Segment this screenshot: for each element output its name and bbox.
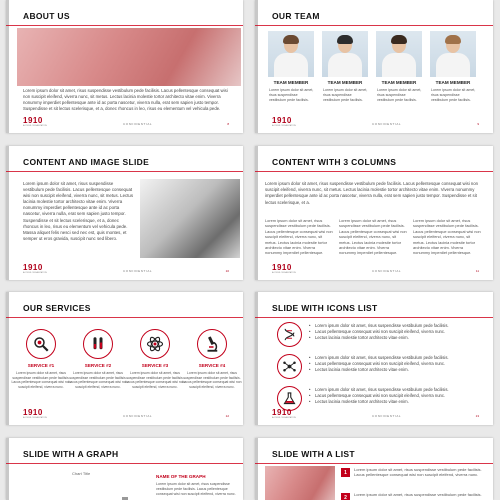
service-item	[182, 329, 242, 389]
slide-graph[interactable]	[6, 438, 243, 500]
chart-title: Chart Title	[72, 471, 91, 476]
slide-footer	[272, 264, 479, 274]
team-member-name: TEAM MEMBER	[435, 80, 471, 85]
list-bullet: • Lacus pellentesque consequat wisi non suscipit eleifend, viverra nunc.	[315, 329, 445, 335]
list-bullet: • Lacus pellentesque consequat wisi non suscipit eleifend, viverra nunc.	[315, 393, 445, 399]
title-rule	[255, 317, 493, 318]
slide-title: CONTENT WITH 3 COLUMNS	[272, 157, 397, 167]
microscope-icon	[197, 329, 227, 359]
page-number: 9	[477, 122, 479, 126]
title-rule	[6, 317, 243, 318]
dna-icon	[277, 322, 302, 347]
slide-icons-list[interactable]	[255, 292, 493, 425]
slide-title: SLIDE WITH A LIST	[272, 449, 355, 459]
list-item-text: Lorem ipsum dolor sit amet, risus suspendisse vestibulum pede facilisis. Lacus pellentesque consequat wisi non suscipit eleifend, viverra nunc.	[354, 467, 482, 478]
list-bullet: • Lorem ipsum dolor sit amet, risus suspendisse vestibulum pede facilisis.	[315, 355, 449, 361]
team-member-name: TEAM MEMBER	[381, 80, 417, 85]
column-text: Lorem ipsum dolor sit amet, risus suspendisse vestibulum pede facilisis. Lacus pellentesque consequat wisi non suscipit eleifend, viverra nunc, sit metus. Lectus lacinia molestie tortor architecto vitae enim. Viverra nonummy imperdiet pellentesque.	[413, 218, 481, 256]
about-body-text: Lorem ipsum dolor sit amet, risus suspendisse vestibulum pede facilisis. Lacus pellentesque consequat wisi non suscipit eleifend, viverra nunc, sit metus. Lectus lacinia molestie tortor architecto vitae enim. Viverra nonummy imperdiet pellentesque ante id ac porta nascetur, viverra nulla, erat sem sapien justo tempor. Suspendisse et sit lectus scelerisque, et a, donec rhoncus in leo, risus eu elementum vel vehicula pede.	[23, 88, 228, 111]
list-bullet: • Lectus lacinia molestie tortor architecto vitae enim.	[315, 399, 409, 405]
title-rule	[6, 171, 243, 172]
company-logo: 1910 ACCESS ORGANIZATION	[23, 116, 47, 127]
service-item	[11, 329, 71, 389]
team-member-photo	[430, 31, 476, 77]
column-text: Lorem ipsum dolor sit amet, risus suspendisse vestibulum pede facilisis. Lacus pellentesque consequat wisi non suscipit eleifend, viverra nunc, sit metus. Lectus lacinia molestie tortor architecto vitae enim. Viverra nonummy imperdiet pellentesque.	[339, 218, 407, 256]
title-rule	[255, 171, 493, 172]
slide-edge	[255, 0, 258, 133]
page-number: 11	[475, 269, 479, 273]
list-bullet: • Lectus lacinia molestie tortor architecto vitae enim.	[315, 367, 409, 373]
intro-text: Lorem ipsum dolor sit amet, risus suspendisse vestibulum pede facilisis. Lacus pellentesque consequat wisi non suscipit eleifend, viverra nunc, sit metus. Lectus lacinia molestie tortor architecto vitae enim. Viverra nonummy imperdiet pellentesque ante id ac porta nascetur, viverra nulla, erat sem sapien justo tempor. Suspendisse et sit lectus scelerisque, et a.	[265, 181, 479, 205]
team-member-desc: Lorem ipsum dolor sit amet, risus suspendisse vestibulum pede facilisis.	[377, 88, 422, 102]
content-body-text: Lorem ipsum dolor sit amet, risus suspendisse vestibulum pede facilisis. Lacus pellentesque consequat wisi non suscipit eleifend, viverra nunc, sit metus. Lectus lacinia molestie tortor architecto vitae enim. Viverra nonummy imperdiet pellentesque ante id ac porta nascetur, viverra nulla, erat sem sapien justo tempor. Suspendisse et sit lectus scelerisque, et a, donec rhoncus in leo, risus eu elementum vel vehicula pede. Massa aliquet felis nesci sed nec est, quis montes, et semper ut eros gravida, suscipit nunc sed libero.	[23, 181, 134, 241]
list-number: 2	[341, 493, 350, 500]
molecule-photo	[17, 28, 241, 86]
page-number: 8	[227, 122, 229, 126]
service-item	[68, 329, 128, 389]
company-logo: 1910 ACCESS ORGANIZATION	[23, 263, 47, 274]
team-member-photo	[376, 31, 422, 77]
page-number: 13	[475, 414, 479, 418]
list-photo	[265, 466, 335, 500]
list-bullet: • Lectus lacinia molestie tortor architecto vitae enim.	[315, 335, 409, 341]
team-member-desc: Lorem ipsum dolor sit amet, risus suspendisse vestibulum pede facilisis.	[431, 88, 476, 102]
confidential-label: CONFIDENTIAL	[123, 414, 153, 418]
slide-title: CONTENT AND IMAGE SLIDE	[23, 157, 150, 167]
company-logo: 1910 ACCESS ORGANIZATION	[23, 408, 47, 419]
slide-our-services[interactable]	[6, 292, 243, 425]
slide-edge	[6, 0, 9, 133]
slide-footer	[23, 264, 229, 274]
graph-desc: Lorem ipsum dolor sit amet, risus suspendisse vestibulum pede facilisis. Lacus pellentesque consequat wisi non suscipit eleifend, viverra nunc.	[156, 482, 236, 496]
company-logo: 1910 ACCESS ORGANIZATION	[272, 263, 296, 274]
service-label: SERVICE #2	[84, 363, 112, 368]
title-rule	[255, 25, 493, 26]
slide-title: ABOUT US	[23, 11, 70, 21]
slide-footer	[272, 117, 479, 127]
service-label: SERVICE #4	[198, 363, 226, 368]
slide-list[interactable]	[255, 438, 493, 500]
molecule-icon	[277, 354, 302, 379]
confidential-label: CONFIDENTIAL	[372, 414, 402, 418]
lab-photo	[140, 179, 240, 258]
list-bullet: • Lorem ipsum dolor sit amet, risus suspendisse vestibulum pede facilisis.	[315, 323, 449, 329]
service-desc: Lorem ipsum dolor sit amet, risus suspendisse vestibulum pede facilisis. Lacus pellentesque consequat wisi non suscipit eleifend, viverra nunc.	[182, 371, 242, 389]
graph-name: NAME OF THE GRAPH	[156, 474, 206, 479]
chart-area	[26, 478, 136, 500]
service-desc: Lorem ipsum dolor sit amet, risus suspendisse vestibulum pede facilisis. Lacus pellentesque consequat wisi non suscipit eleifend, viverra nunc.	[11, 371, 71, 389]
title-rule	[255, 463, 493, 464]
slide-edge	[6, 438, 9, 500]
title-rule	[6, 463, 243, 464]
confidential-label: CONFIDENTIAL	[123, 269, 153, 273]
team-member-name: TEAM MEMBER	[273, 80, 309, 85]
page-number: 12	[225, 414, 229, 418]
slide-content-image[interactable]	[6, 146, 243, 280]
service-label: SERVICE #3	[141, 363, 169, 368]
company-logo: 1910 ACCESS ORGANIZATION	[272, 116, 296, 127]
service-desc: Lorem ipsum dolor sit amet, risus suspendisse vestibulum pede facilisis. Lacus pellentesque consequat wisi non suscipit eleifend, viverra nunc.	[125, 371, 185, 389]
team-member-name: TEAM MEMBER	[327, 80, 363, 85]
column-text: Lorem ipsum dolor sit amet, risus suspendisse vestibulum pede facilisis. Lacus pellentesque consequat wisi non suscipit eleifend, viverra nunc, sit metus. Lectus lacinia molestie tortor architecto vitae enim. Viverra nonummy imperdiet pellentesque.	[265, 218, 333, 256]
slide-edge	[255, 438, 258, 500]
slide-footer	[23, 409, 229, 419]
slide-edge	[6, 146, 9, 280]
atom-icon	[140, 329, 170, 359]
slide-edge	[255, 292, 258, 425]
slide-title: OUR TEAM	[272, 11, 320, 21]
confidential-label: CONFIDENTIAL	[372, 122, 402, 126]
service-item	[125, 329, 185, 389]
service-desc: Lorem ipsum dolor sit amet, risus suspendisse vestibulum pede facilisis. Lacus pellentesque consequat wisi non suscipit eleifend, viverra nunc.	[68, 371, 128, 389]
slide-footer	[272, 409, 479, 419]
slide-our-team[interactable]	[255, 0, 493, 133]
confidential-label: CONFIDENTIAL	[123, 122, 153, 126]
slide-edge	[6, 292, 9, 425]
slide-title: SLIDE WITH A GRAPH	[23, 449, 119, 459]
team-member-photo	[268, 31, 314, 77]
slide-title: OUR SERVICES	[23, 303, 91, 313]
service-label: SERVICE #1	[27, 363, 55, 368]
team-member-desc: Lorem ipsum dolor sit amet, risus suspendisse vestibulum pede facilisis.	[323, 88, 368, 102]
slide-footer	[23, 117, 229, 127]
list-bullet: • Lacus pellentesque consequat wisi non suscipit eleifend, viverra nunc.	[315, 361, 445, 367]
page-number: 10	[225, 269, 229, 273]
confidential-label: CONFIDENTIAL	[372, 269, 402, 273]
company-logo: 1910 ACCESS ORGANIZATION	[272, 408, 296, 419]
slide-about-us[interactable]	[6, 0, 243, 133]
slide-three-columns[interactable]	[255, 146, 493, 280]
magnifier-icon	[26, 329, 56, 359]
list-number: 1	[341, 468, 350, 477]
list-item-text: Lorem ipsum dolor sit amet, risus suspendisse vestibulum pede facilisis.	[354, 492, 482, 497]
title-rule	[6, 25, 243, 26]
list-bullet: • Lorem ipsum dolor sit amet, risus suspendisse vestibulum pede facilisis.	[315, 387, 449, 393]
slide-edge	[255, 146, 258, 280]
team-member-photo	[322, 31, 368, 77]
test-tubes-icon	[83, 329, 113, 359]
slide-title: SLIDE WITH ICONS LIST	[272, 303, 378, 313]
team-member-desc: Lorem ipsum dolor sit amet, risus suspendisse vestibulum pede facilisis.	[269, 88, 314, 102]
